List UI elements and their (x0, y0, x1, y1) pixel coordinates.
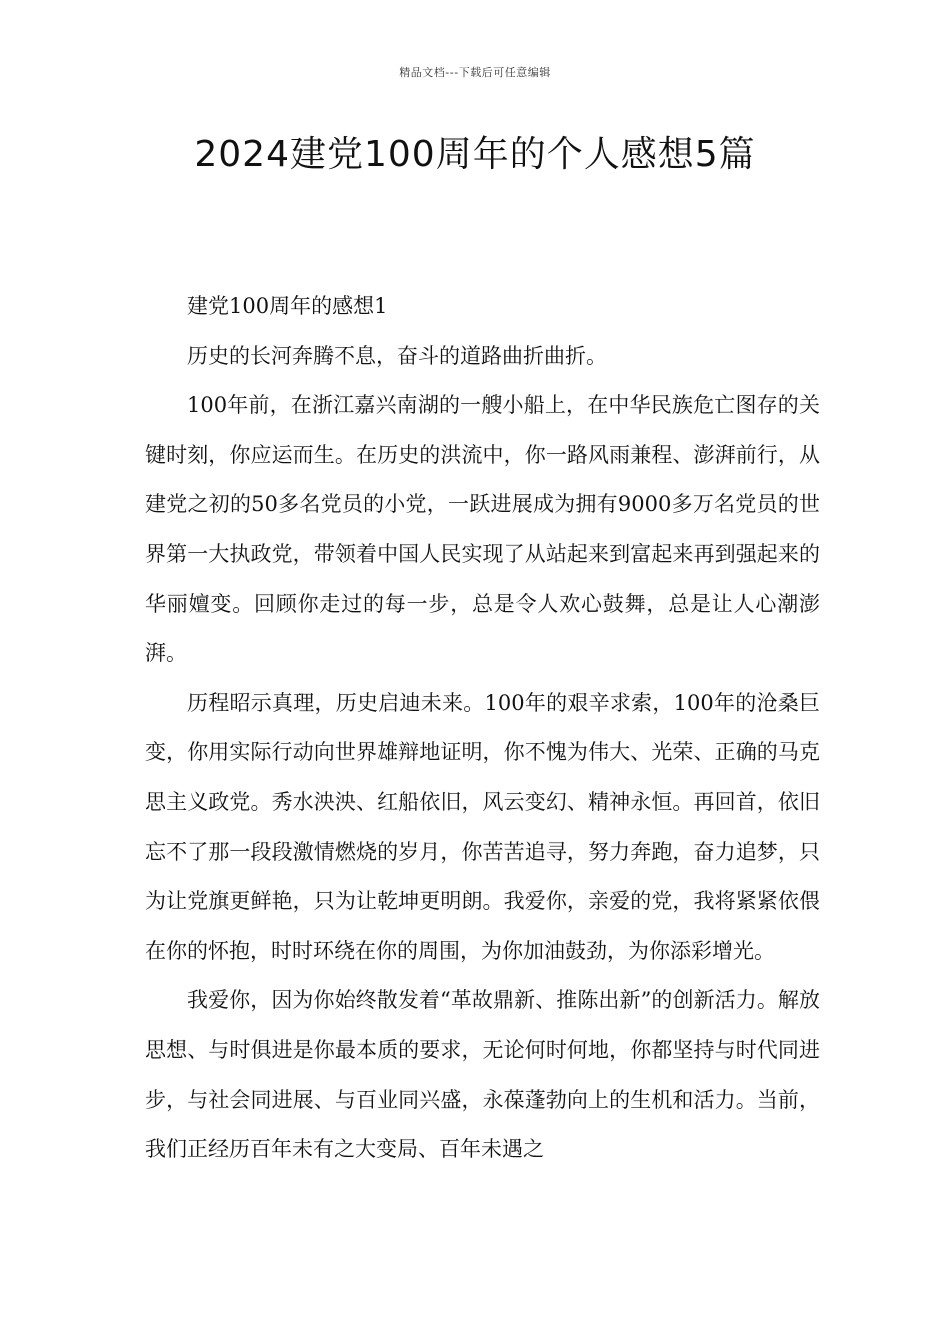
section-heading: 建党100周年的感想1 (187, 294, 388, 318)
document-title: 2024建党100周年的个人感想5篇 (194, 134, 756, 175)
paragraph-2: 100年前，在浙江嘉兴南湖的一艘小船上，在中华民族危亡图存的关键时刻，你应运而生。在历史的洪流中，你一路风雨兼程、澎湃前行，从建党之初的50多名党员的小党，一跃进展成为拥有9000多万名党员的世界第一大执政党，带领着中国人民实现了从站起来到富起来再到强起来的华丽嬗变。回顾你走过的每一步，总是令人欢心鼓舞，总是让人心潮澎湃。 (145, 393, 820, 666)
paragraph-1: 历史的长河奔腾不息，奋斗的道路曲折曲折。 (187, 343, 607, 368)
paragraph-3: 历程昭示真理，历史启迪未来。100年的艰辛求索，100年的沧桑巨变，你用实际行动向世界雄辩地证明，你不愧为伟大、光荣、正确的马克思主义政党。秀水泱泱、红船依旧，风云变幻、精神永恒。再回首，依旧忘不了那一段段激情燃烧的岁月，你苦苦追寻，努力奔跑，奋力追梦，只为让党旗更鲜艳，只为让乾坤更明朗。我爱你，亲爱的党，我将紧紧依偎在你的怀抱，时时环绕在你的周围，为你加油鼓劲，为你添彩增光。 (145, 690, 820, 963)
paragraph-4: 我爱你，因为你始终散发着“革故鼎新、推陈出新”的创新活力。解放思想、与时俱进是你最本质的要求，无论何时何地，你都坚持与时代同进步，与社会同进展、与百业同兴盛，永葆蓬勃向上的生机和活力。当前，我们正经历百年未有之大变局、百年未遇之 (145, 988, 820, 1162)
document-body (145, 282, 820, 1175)
page-header: 精品文档---下载后可任意编辑 (399, 66, 551, 79)
